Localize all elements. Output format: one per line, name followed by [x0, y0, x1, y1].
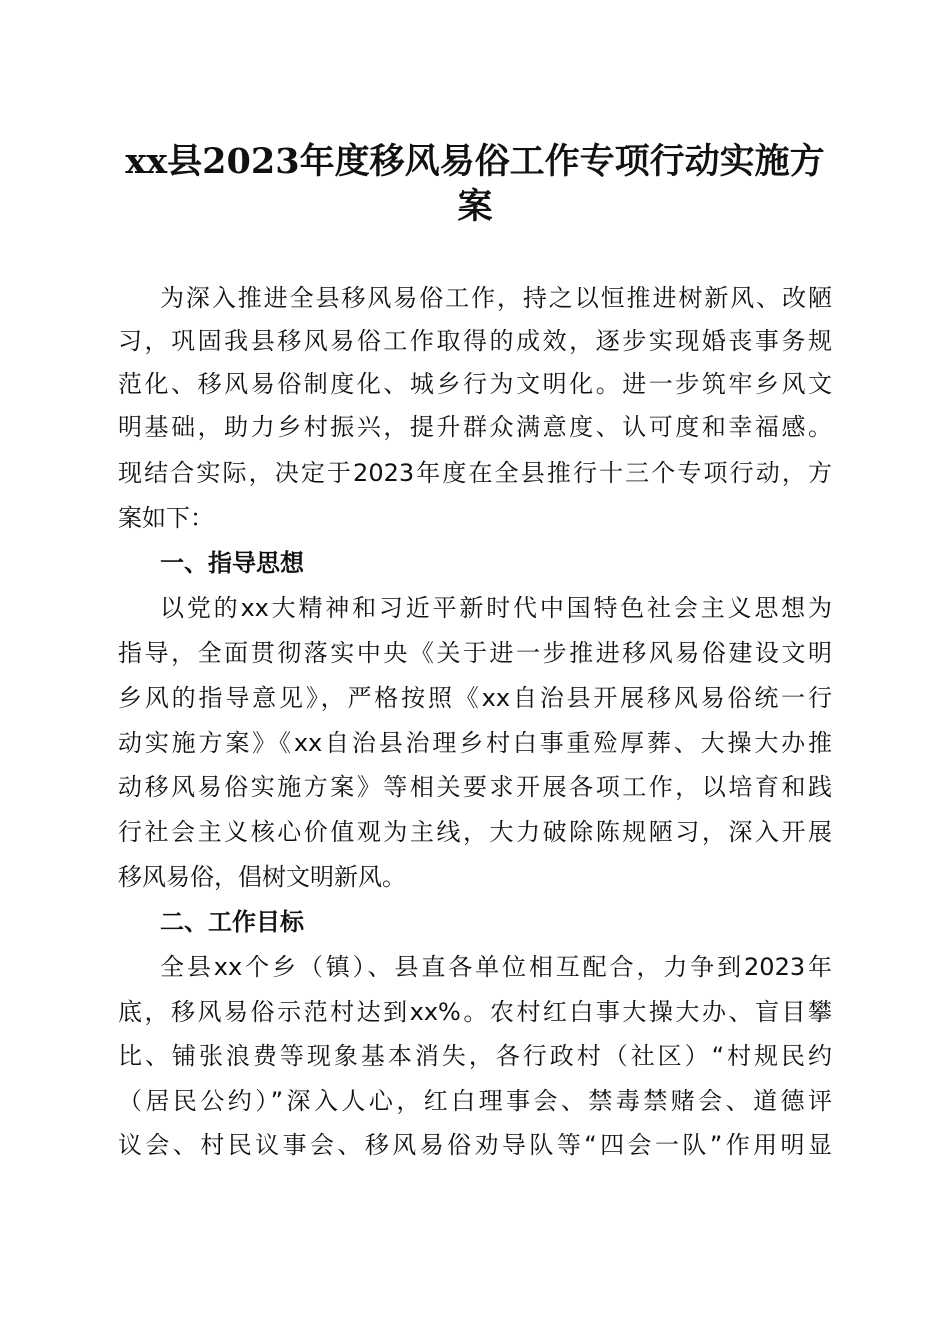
intro-line: 范化、移风易俗制度化、城乡行为文明化。进一步筑牢乡风文 [118, 370, 832, 398]
section1-line: 指导，全面贯彻落实中央《关于进一步推进移风易俗建设文明 [118, 639, 832, 667]
section2-line: 比、铺张浪费等现象基本消失，各行政村（社区）“村规民约 [118, 1042, 832, 1070]
section1-line: 动移风易俗实施方案》等相关要求开展各项工作，以培育和践 [118, 773, 832, 801]
intro-line: 明基础，助力乡村振兴，提升群众满意度、认可度和幸福感。 [118, 413, 832, 441]
intro-line: 习，巩固我县移风易俗工作取得的成效，逐步实现婚丧事务规 [118, 327, 832, 355]
section2-line: 议会、村民议事会、移风易俗劝导队等“四会一队”作用明显 [118, 1131, 832, 1159]
section1-line: 乡风的指导意见》，严格按照《xx自治县开展移风易俗统一行 [118, 684, 832, 712]
section2-line: 底，移风易俗示范村达到xx%。农村红白事大操大办、盲目攀 [118, 998, 832, 1026]
section1-line: 移风易俗，倡树文明新风。 [118, 863, 406, 891]
section2-line: 全县xx个乡（镇）、县直各单位相互配合，力争到2023年 [160, 953, 832, 981]
section-heading-work-goals: 二、工作目标 [160, 908, 304, 936]
intro-line: 为深入推进全县移风易俗工作，持之以恒推进树新风、改陋 [160, 284, 832, 312]
section2-line: （居民公约）”深入人心，红白理事会、禁毒禁赌会、道德评 [118, 1087, 832, 1115]
section1-line: 行社会主义核心价值观为主线，大力破除陈规陋习，深入开展 [118, 818, 832, 846]
section1-line: 以党的xx大精神和习近平新时代中国特色社会主义思想为 [160, 594, 832, 622]
intro-line: 现结合实际，决定于2023年度在全县推行十三个专项行动，方 [118, 459, 832, 487]
document-title-line-1: xx县2023年度移风易俗工作专项行动实施方 [125, 141, 825, 182]
intro-line: 案如下： [118, 504, 214, 532]
document-title-line-2: 案 [457, 186, 493, 227]
section1-line: 动实施方案》《xx自治县治理乡村白事重殓厚葬、大操大办推 [118, 729, 832, 757]
section-heading-guiding-ideology: 一、指导思想 [160, 549, 304, 577]
